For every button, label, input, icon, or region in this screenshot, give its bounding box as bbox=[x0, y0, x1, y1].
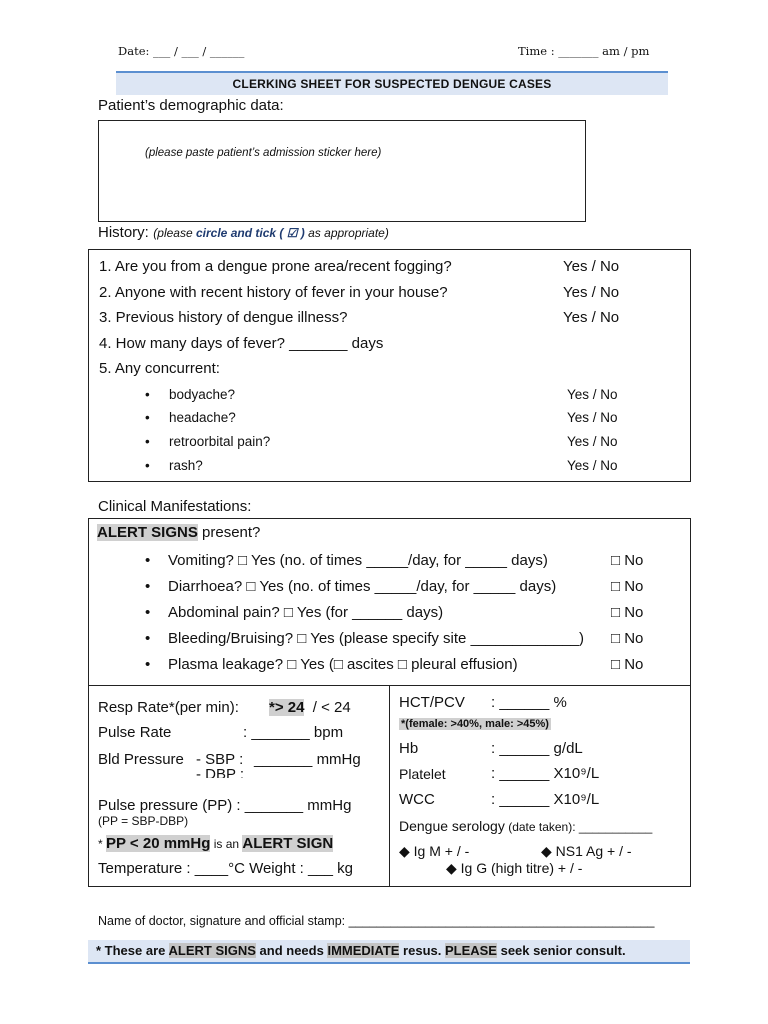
bullet-icon: • bbox=[145, 387, 150, 402]
hct-field[interactable]: : ______ % bbox=[491, 694, 567, 711]
demographic-label: Patient’s demographic data: bbox=[98, 97, 284, 114]
concurrent-rash: rash? bbox=[169, 458, 203, 473]
footer-please: PLEASE bbox=[444, 943, 497, 958]
concurrent-retroorbital: retroorbital pain? bbox=[169, 434, 271, 449]
bullet-icon: • bbox=[145, 410, 150, 425]
bullet-icon: • bbox=[145, 458, 150, 473]
sign-diarrhoea-no[interactable]: □ No bbox=[611, 578, 644, 595]
footer-note bbox=[88, 940, 690, 962]
date-field[interactable]: Date: ___ / ___ / ______ bbox=[118, 44, 245, 58]
resp-rate-normal[interactable]: / < 24 bbox=[312, 699, 351, 716]
pulse-pressure-field[interactable]: Pulse pressure (PP) : _______ mmHg bbox=[98, 797, 352, 814]
sign-plasma-leakage-no[interactable]: □ No bbox=[611, 656, 644, 673]
bullet-icon: • bbox=[145, 552, 151, 569]
bullet-icon: • bbox=[145, 578, 151, 595]
history-q3-answer[interactable]: Yes / No bbox=[563, 309, 620, 326]
bp-label: Bld Pressure bbox=[98, 751, 184, 768]
footer-p4: seek senior consult. bbox=[496, 943, 626, 958]
bullet-icon: • bbox=[145, 630, 151, 647]
sign-abdominal-pain-no[interactable]: □ No bbox=[611, 604, 644, 621]
history-box bbox=[88, 249, 691, 482]
sign-abdominal-pain[interactable]: Abdominal pain? □ Yes (for ______ days) bbox=[168, 604, 444, 621]
hct-note: *(female: >40%, male: >45%) bbox=[401, 718, 549, 730]
pp-formula: (PP = SBP-DBP) bbox=[98, 814, 189, 828]
time-field[interactable]: Time : _______ am / pm bbox=[518, 44, 650, 58]
sticker-box[interactable] bbox=[98, 120, 586, 222]
history-instruction-bold: circle and tick ( ☑ ) bbox=[196, 226, 305, 240]
sbp-label: - SBP : bbox=[196, 751, 244, 768]
platelet-field[interactable]: : ______ X10⁹/L bbox=[491, 765, 600, 782]
sign-diarrhoea[interactable]: Diarrhoea? □ Yes (no. of times _____/day, for _____ days) bbox=[168, 578, 557, 595]
concurrent-headache-answer[interactable]: Yes / No bbox=[567, 410, 618, 425]
platelet-label: Platelet bbox=[399, 766, 446, 782]
clinical-box bbox=[88, 518, 691, 887]
history-instruction-pre: (please bbox=[153, 226, 196, 240]
hct-label: HCT/PCV bbox=[399, 694, 465, 711]
resp-rate-alert[interactable]: *> 24 bbox=[269, 699, 305, 716]
bullet-icon: • bbox=[145, 604, 151, 621]
sticker-hint: (please paste patient’s admission sticker here) bbox=[145, 147, 382, 159]
pp-alert-mid: is an bbox=[210, 837, 243, 851]
bullet-icon: • bbox=[145, 434, 150, 449]
pp-alert-sign: ALERT SIGN bbox=[242, 835, 334, 852]
history-q4[interactable]: 4. How many days of fever? _______ days bbox=[99, 335, 384, 352]
temp-weight-field[interactable]: Temperature : ____°C Weight : ___ kg bbox=[98, 860, 354, 877]
dbp-label: - DBP : bbox=[196, 766, 245, 778]
alert-signs-label: ALERT SIGNS bbox=[97, 524, 198, 541]
resp-rate-options[interactable] bbox=[269, 699, 351, 716]
concurrent-headache: headache? bbox=[169, 410, 236, 425]
igg-option[interactable]: ◆ Ig G (high titre) + / - bbox=[446, 860, 583, 876]
alert-heading bbox=[97, 524, 260, 541]
pp-alert-highlight: PP < 20 mmHg bbox=[106, 835, 211, 852]
hb-label: Hb bbox=[399, 740, 419, 757]
sign-plasma-leakage[interactable]: Plasma leakage? □ Yes (□ ascites □ pleural effusion) bbox=[168, 656, 518, 673]
signature-field[interactable]: Name of doctor, signature and official stamp: ____________________________________________ bbox=[98, 914, 655, 928]
history-heading bbox=[98, 224, 389, 242]
page-title: CLERKING SHEET FOR SUSPECTED DENGUE CASES bbox=[232, 77, 552, 91]
history-instruction-post: as appropriate) bbox=[304, 226, 389, 240]
history-q1-answer[interactable]: Yes / No bbox=[563, 258, 620, 275]
footer-p2: and needs bbox=[255, 943, 328, 958]
title-bar bbox=[116, 71, 668, 95]
footer-alert: ALERT SIGNS bbox=[168, 943, 256, 958]
history-q2: 2. Anyone with recent history of fever in your house? bbox=[99, 284, 448, 301]
wcc-field[interactable]: : ______ X10⁹/L bbox=[491, 791, 600, 808]
footer-p1: * These are bbox=[96, 943, 169, 958]
sign-bleeding[interactable]: Bleeding/Bruising? □ Yes (please specify site _____________) bbox=[168, 630, 585, 647]
pp-alert-star: * bbox=[98, 837, 107, 851]
sign-bleeding-no[interactable]: □ No bbox=[611, 630, 644, 647]
alert-suffix: present? bbox=[197, 524, 261, 541]
history-q5: 5. Any concurrent: bbox=[99, 360, 220, 377]
wcc-label: WCC bbox=[399, 791, 435, 808]
sbp-field[interactable]: _______ mmHg bbox=[254, 751, 361, 768]
history-q1: 1. Are you from a dengue prone area/recent fogging? bbox=[99, 258, 452, 275]
serology-row[interactable] bbox=[399, 818, 652, 834]
serology-label: Dengue serology bbox=[399, 818, 505, 834]
history-label: History: bbox=[98, 224, 149, 241]
resp-rate-label: Resp Rate*(per min): bbox=[98, 699, 239, 716]
sign-vomiting-no[interactable]: □ No bbox=[611, 552, 644, 569]
footer-p3: resus. bbox=[399, 943, 445, 958]
concurrent-retroorbital-answer[interactable]: Yes / No bbox=[567, 434, 618, 449]
serology-date[interactable]: (date taken): ___________ bbox=[504, 820, 653, 834]
column-divider bbox=[389, 685, 390, 886]
history-q2-answer[interactable]: Yes / No bbox=[563, 284, 620, 301]
ns1-option[interactable]: ◆ NS1 Ag + / - bbox=[541, 843, 632, 859]
pulse-rate-field[interactable]: : _______ bpm bbox=[243, 724, 344, 741]
igm-option[interactable]: ◆ Ig M + / - bbox=[399, 843, 470, 859]
concurrent-bodyache-answer[interactable]: Yes / No bbox=[567, 387, 618, 402]
concurrent-bodyache: bodyache? bbox=[169, 387, 236, 402]
hb-field[interactable]: : ______ g/dL bbox=[491, 740, 583, 757]
pulse-rate-label: Pulse Rate bbox=[98, 724, 172, 741]
footer-bar bbox=[88, 940, 690, 964]
bullet-icon: • bbox=[145, 656, 151, 673]
footer-immediate: IMMEDIATE bbox=[327, 943, 400, 958]
sign-vomiting[interactable]: Vomiting? □ Yes (no. of times _____/day, for _____ days) bbox=[168, 552, 548, 569]
pp-alert-note bbox=[98, 835, 333, 852]
concurrent-rash-answer[interactable]: Yes / No bbox=[567, 458, 618, 473]
history-q3: 3. Previous history of dengue illness? bbox=[99, 309, 348, 326]
clinical-label: Clinical Manifestations: bbox=[98, 498, 252, 515]
